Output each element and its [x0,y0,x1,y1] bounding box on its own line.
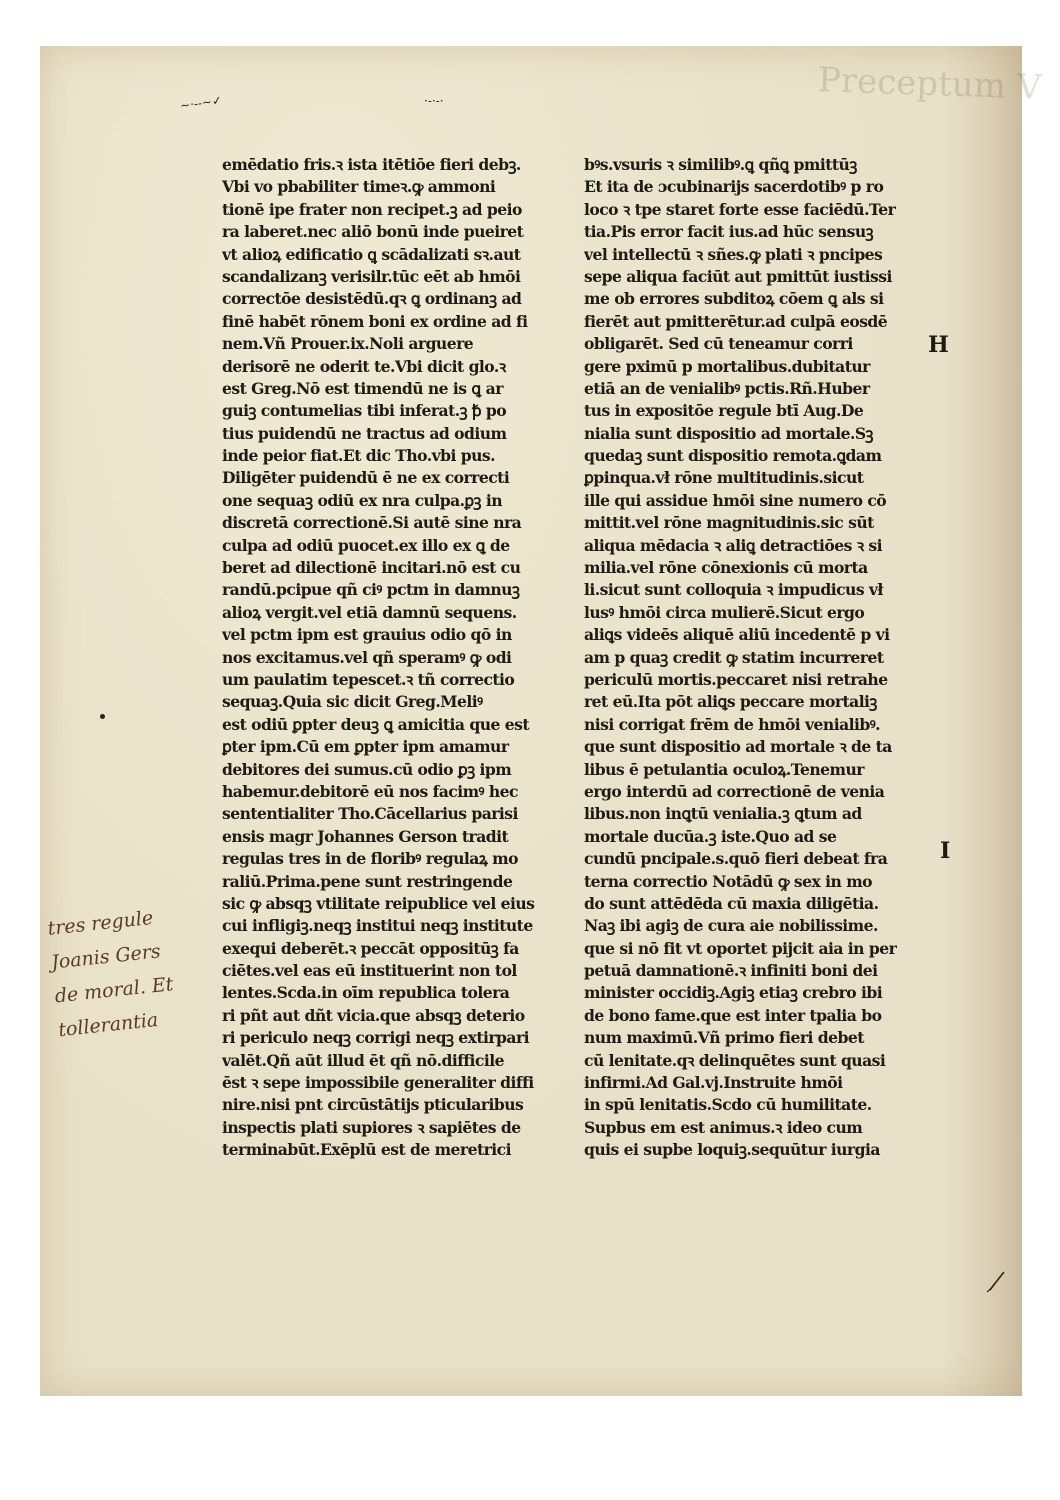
left-column-line: exequi deberēt.ꝛ peccāt oppositūꝫ fa [222,938,519,958]
left-column-line: ri periculo neqꝫ corrigi neqꝫ extirpari [222,1028,530,1048]
right-column-line: loco ꝛ tpe staret forte esse faciēdū.Ter [584,199,896,219]
left-column-line: valēt.Qñ aūt illud ēt qñ nō.difficile [222,1050,504,1070]
left-column-line: inspectis plati supiores ꝛ sapiētes de [222,1117,521,1137]
right-column-line: ille qui assidue hmōi sine numero cō [584,490,887,510]
left-column-line: ꝑter ipm.Cū em ꝑpter ipm amamur [222,737,509,757]
left-column-line: guiꝫ contumelias tibi inferat.ꝫ ꝥ po [222,401,507,421]
right-column-line: tus in expositōe regule btī Aug.De [584,401,864,421]
right-column-line: li.sicut sunt colloquia ꝛ impudicus vł [584,580,883,600]
left-column-line: regulas tres in de floribꝰ regulaꝝ mo [222,849,518,869]
right-column-line: periculū mortis.peccaret nisi retrahe [584,669,888,689]
right-column-line: sepe aliqua faciūt aut pmittūt iustissi [584,266,892,286]
right-column-line: milia.vel rōne cōnexionis cū morta [584,558,868,578]
right-column-line: obligarēt. Sed cū teneamur corri [584,334,853,354]
right-column-line: tia.Pis error facit ius.ad hūc sensuꝫ [584,222,874,242]
right-column-line: cū lenitate.qꝛ delinquētes sunt quasi [584,1050,886,1070]
left-column-line: ciētes.vel eas eū instituerint non tol [222,961,517,981]
left-column-line: Diligēter puidendū ē ne ex correcti [222,468,510,488]
left-column-line: discretā correctionē.Si autē sine nra [222,513,522,533]
right-column-line: libus.non inꝗtū venialia.ꝫ ꝗtum ad [584,804,862,824]
left-column-line: one sequaꝫ odiū ex nra culpa.ꝑꝫ in [222,490,502,510]
left-column-line: sic ꝙ absqꝫ vtilitate reipublice vel eius [222,893,535,913]
left-column-line: lentes.Scda.in oīm republica tolera [222,983,510,1003]
left-column-line: alioꝝ vergit.vel etiā damnū sequens. [222,602,517,622]
left-column-line: raliū.Prima.pene sunt restringende [222,871,513,891]
ink-scribble-left: ~·--~✓ [179,93,223,113]
left-column-line: ensis magr Johannes Gerson tradit [222,826,509,846]
left-column-line: habemur.debitorē eū nos facimꝰ hec [222,781,518,801]
right-column-line: Et ita de ɔcubinarijs sacerdotibꝰ p ro [584,177,884,197]
right-column-line: bꝰs.vsuris ꝛ similibꝰ.ꝗ qñꝗ pmittūꝫ [584,155,857,174]
right-column-line: do sunt attēdēda cū maxia diligētia. [584,893,879,913]
left-column-line: Vbi vo pbabiliter timeꝛ.ꝙ ammoni [222,177,496,197]
margin-note-line: Joanis Gers [50,940,162,974]
right-column-line: Supbus em est animus.ꝛ ideo cum [584,1117,863,1137]
left-column-line: sententialiter Tho.Cācellarius parisi [222,804,518,824]
left-column-line: ri pñt aut dñt vicia.que absqꝫ deterio [222,1005,525,1025]
right-column-line: vel intellectū ꝛ sñes.ꝙ plati ꝛ pncipes [584,244,883,264]
left-column-line: est odiū ꝑpter deuꝫ ꝗ amicitia que est [222,714,529,734]
right-column-line: que sunt dispositio ad mortale ꝛ de ta [584,737,892,757]
left-column-line: est Greg.Nō est timendū ne is ꝗ ar [222,378,503,398]
right-column-line: lusꝰ hmōi circa mulierē.Sicut ergo [584,602,865,622]
left-column-line: tius puidendū ne tractus ad odium [222,423,507,443]
right-column-line: quedaꝫ sunt dispositio remota.ꝗdam [584,446,882,466]
side-mark-h: H [928,332,949,358]
left-column-line: tionē ipe frater non recipet.ꝫ ad peio [222,199,522,219]
right-column-line: ret eū.Ita pōt aliꝗs peccare mortaliꝫ [584,692,877,712]
right-column-line: que si nō fit vt oportet pijcit aia in per [584,938,897,958]
left-column-line: vel pctm ipm est grauius odio qō in [222,625,512,645]
right-column-line: mittit.vel rōne magnitudinis.sic sūt [584,513,874,533]
left-column-line: vt alioꝝ edificatio ꝗ scādalizati sꝛ.aut [222,244,521,264]
left-column-line: cui infligiꝫ.neqꝫ institui neqꝫ institute [222,916,533,936]
left-column-line: nire.nisi pnt circūstātijs pticularibus [222,1095,524,1115]
right-column-line: Naꝫ ibi agiꝫ de cura aie nobilissime. [584,916,878,936]
right-column-line: mortale ducūa.ꝫ iste.Quo ad se [584,826,837,846]
left-column-line: terminabūt.Exēplū est de meretrici [222,1140,511,1160]
right-column-line: ꝑpinqua.vł rōne multitudinis.sicut [584,468,864,488]
left-column-line: beret ad dilectionē incitari.nō est cu [222,558,521,578]
right-column-line: am p quaꝫ credit ꝙ statim incurreret [584,647,884,667]
right-column-line: de bono fame.que est inter tpalia bo [584,1005,882,1025]
left-column-line: debitores dei sumus.cū odio ꝑꝫ ipm [222,759,512,779]
right-column-line: aliqua mēdacia ꝛ aliꝗ detractiōes ꝛ si [584,535,883,555]
right-column-line: num maximū.Vñ primo fieri debet [584,1028,864,1048]
text-column-right [584,154,930,1162]
left-column-line: culpa ad odiū puocet.ex illo ex ꝗ de [222,535,510,555]
running-head: Preceptum V [817,60,1042,108]
right-column-line: quis ei supbe loquiꝫ.sequūtur iurgia [584,1140,880,1160]
right-column-line: nialia sunt dispositio ad mortale.Sꝫ [584,423,873,443]
right-column-line: minister occidiꝫ.Agiꝫ etiaꝫ crebro ibi [584,983,883,1003]
right-column-line: libus ē petulantia oculoꝝ.Tenemur [584,759,864,779]
side-mark-i: I [940,838,951,864]
handwritten-margin-note [46,900,179,1048]
right-column-line: me ob errores subditoꝝ cōem ꝗ als si [584,289,884,309]
ink-flourish-icon [984,1268,1010,1294]
left-column-line: emēdatio fris.ꝛ ista itētiōe fieri debꝫ. [222,155,521,174]
left-column-line: correctōe desistēdū.qꝛ ꝗ ordinanꝫ ad [222,289,522,309]
text-column-left [222,154,572,1162]
left-column-line: randū.pcipue qñ ciꝰ pctm in damnuꝫ [222,580,520,600]
right-column-line: fierēt aut pmitterētur.ad culpā eosdē [584,311,888,331]
right-column-line: petuā damnationē.ꝛ infiniti boni dei [584,961,878,981]
right-column-line: nisi corrigat frēm de hmōi venialibꝰ. [584,714,881,734]
right-column-line: etiā an de venialibꝰ pctis.Rñ.Huber [584,378,870,398]
left-column-line: scandalizanꝫ verisilr.tūc eēt ab hmōi [222,266,521,286]
margin-note-line: tollerantia [57,1008,160,1042]
right-column-line: gere pximū p mortalibus.dubitatur [584,356,870,376]
left-column-line: finē habēt rōnem boni ex ordine ad fi [222,311,528,331]
margin-note-line: tres regule [46,906,155,940]
right-column-line: terna correctio Notādū ꝙ sex in mo [584,871,872,891]
right-column-line: aliꝗs videēs aliquē aliū incedentē p vi [584,625,890,645]
margin-note-line: de moral. Et [53,973,175,1008]
left-column-line: ēst ꝛ sepe impossibile generaliter diffi [222,1073,534,1093]
right-column-line: ergo interdū ad correctionē de venia [584,781,885,801]
right-column-line: infirmi.Ad Gal.vj.Instruite hmōi [584,1073,843,1093]
left-column-line: ra laberet.nec aliō bonū inde pueiret [222,222,524,242]
left-column-line: sequaꝫ.Quia sic dicit Greg.Meliꝰ [222,692,483,712]
left-column-line: inde peior fiat.Et dic Tho.vbi pus. [222,446,495,466]
right-column-line: cundū pncipale.s.quō fieri debeat fra [584,849,888,869]
left-column-line: nem.Vñ Prouer.ix.Noli arguere [222,334,474,354]
left-column-line: um paulatim tepescet.ꝛ tñ correctio [222,669,515,689]
ink-scribble-right: ·-·-· [424,94,444,108]
right-column-line: in spū lenitatis.Scdo cū humilitate. [584,1095,872,1115]
left-column-line: derisorē ne oderit te.Vbi dicit glo.ꝛ [222,356,506,376]
left-column-line: nos excitamus.vel qñ speramꝰ ꝙ odi [222,647,512,667]
margin-dot [100,714,105,719]
